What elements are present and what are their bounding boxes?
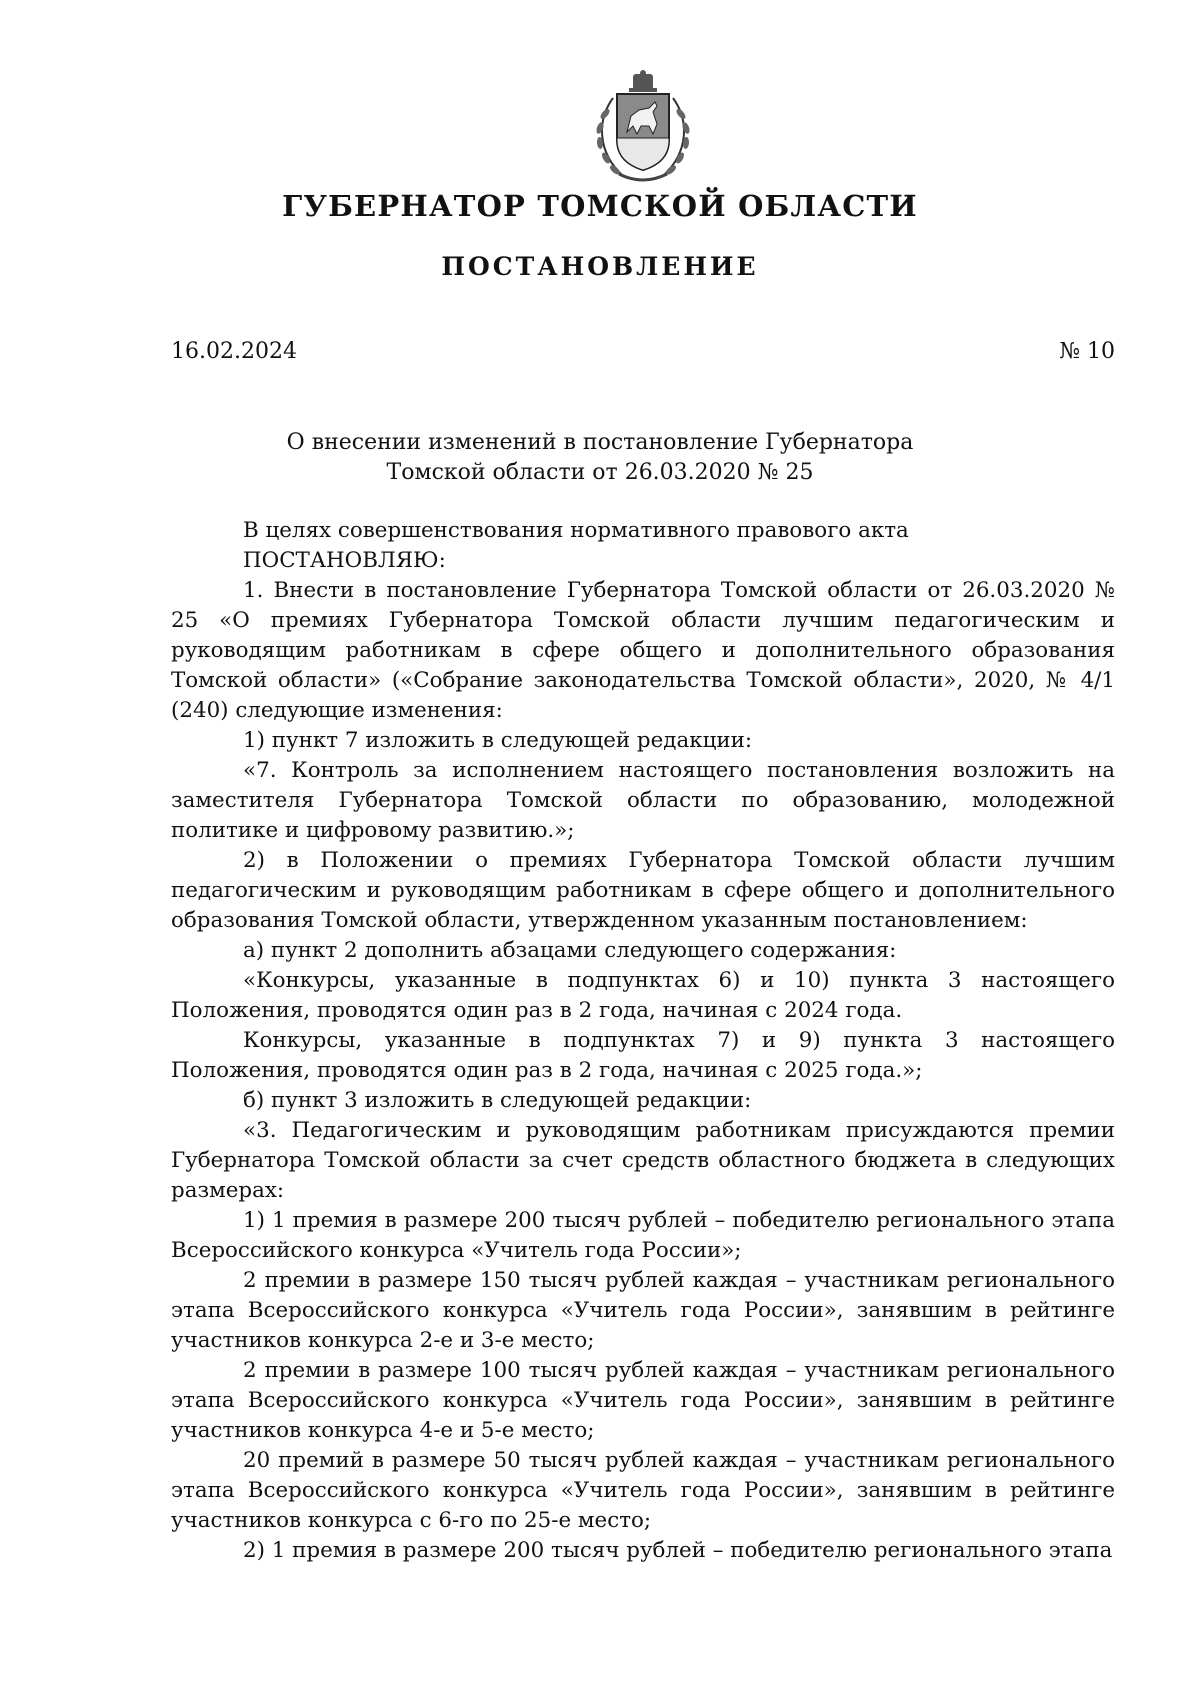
paragraph-prize-6-25: 20 премий в размере 50 тысяч рублей каждая – участникам регионального этапа Всероссийского конкурса «Учитель года России», занявшим в рейтинге участников конкурса с 6-го по 25-е место; — [171, 1448, 1115, 1533]
document-subject — [0, 428, 1200, 488]
paragraph-prize-2-3: 2 премии в размере 150 тысяч рублей каждая – участникам регионального этапа Всероссийского конкурса «Учитель года России», занявшим в рейтинге участников конкурса 2-е и 3-е место; — [171, 1268, 1115, 1353]
paragraph-subitem-2: 2) в Положении о премиях Губернатора Томской области лучшим педагогическим и руководящим работникам в сфере общего и дополнительного образования Томской области, утвержденном указанным постановлением: — [171, 848, 1115, 933]
paragraph-prize-4-5: 2 премии в размере 100 тысяч рублей каждая – участникам регионального этапа Всероссийского конкурса «Учитель года России», занявшим в рейтинге участников конкурса 4-е и 5-е место; — [171, 1358, 1115, 1443]
preamble-paragraph: В целях совершенствования нормативного правового акта — [243, 518, 909, 543]
paragraph-clause-3: «3. Педагогическим и руководящим работникам присуждаются премии Губернатора Томской области за счет средств областного бюджета в следующих размерах: — [171, 1118, 1115, 1203]
paragraph-prize-2-winner: 2) 1 премия в размере 200 тысяч рублей – победителю регионального этапа — [243, 1538, 1113, 1563]
coat-of-arms-icon — [583, 70, 703, 188]
document-body — [171, 516, 1115, 1566]
paragraph-contests-2024: «Конкурсы, указанные в подпунктах 6) и 10) пункта 3 настоящего Положения, проводятся один раз в 2 года, начиная с 2024 года. — [171, 968, 1115, 1023]
document-type: ПОСТАНОВЛЕНИЕ — [441, 252, 759, 281]
document-date: 16.02.2024 — [171, 339, 297, 364]
subject-line-2: Томской области от 26.03.2020 № 25 — [386, 460, 814, 485]
authority-title: ГУБЕРНАТОР ТОМСКОЙ ОБЛАСТИ — [282, 189, 918, 223]
paragraph-subitem-b: б) пункт 3 изложить в следующей редакции: — [243, 1088, 752, 1113]
paragraph-contests-2025: Конкурсы, указанные в подпунктах 7) и 9) пункта 3 настоящего Положения, проводятся один раз в 2 года, начиная с 2025 года.»; — [171, 1028, 1115, 1083]
resolve-word: ПОСТАНОВЛЯЮ: — [243, 548, 446, 573]
paragraph-subitem-a: а) пункт 2 дополнить абзацами следующего содержания: — [243, 938, 897, 963]
paragraph-item-1: 1. Внести в постановление Губернатора Томской области от 26.03.2020 № 25 «О премиях Губернатора Томской области лучшим педагогическим и руководящим работникам в сфере общего и дополнительного образования Томской области» («Собрание законодательства Томской области», 2020, № 4/1 (240) следующие изменения: — [171, 578, 1115, 723]
document-number: № 10 — [1059, 339, 1115, 364]
paragraph-subitem-1: 1) пункт 7 изложить в следующей редакции: — [243, 728, 753, 753]
paragraph-prize-winner: 1) 1 премия в размере 200 тысяч рублей – победителю регионального этапа Всероссийского конкурса «Учитель года России»; — [171, 1208, 1115, 1263]
subject-line-1: О внесении изменений в постановление Губернатора — [286, 430, 914, 455]
paragraph-clause-7: «7. Контроль за исполнением настоящего постановления возложить на заместителя Губернатора Томской области по образованию, молодежной политике и цифровому развитию.»; — [171, 758, 1115, 843]
